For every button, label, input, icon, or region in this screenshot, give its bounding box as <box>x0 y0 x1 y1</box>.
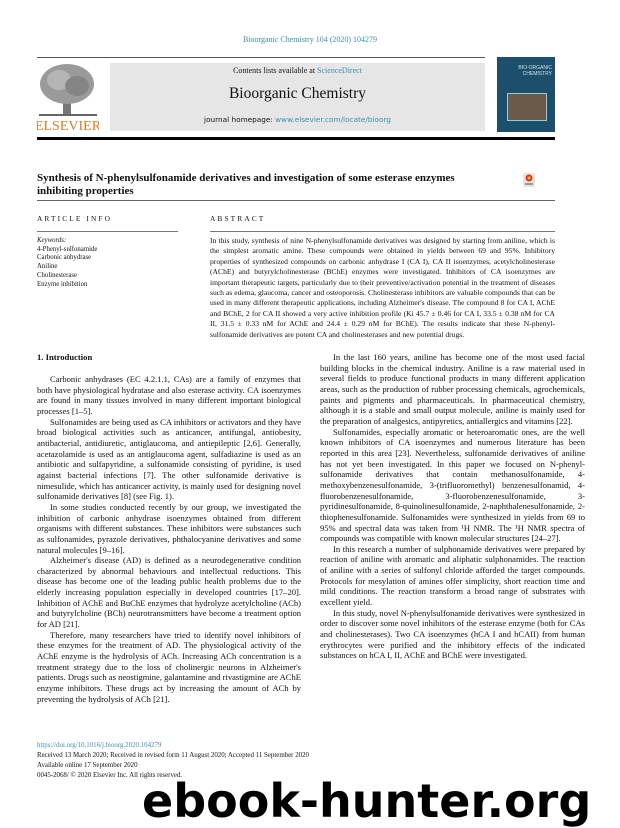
paragraph: In the last 160 years, aniline has become one of the most used facial building blocks in the chemical industry. Aniline is a raw material used in several fields to produce functional products in many different application areas, such as the production of rubber processing chemicals, agrochemicals, paints and pigments and pharmaceuticals. In pharmaceutical chemistry, although it is a stable and small output molecule, aniline is mainly used for the preparation of analgesics, antipyretics, antiallergics and vitamins [22]. <box>320 352 585 426</box>
divider <box>37 57 485 58</box>
citation-link[interactable]: Bioorganic Chemistry 104 (2020) 104279 <box>242 35 378 44</box>
left-column <box>37 374 301 704</box>
keyword: Carbonic anhydrase <box>37 254 92 262</box>
journal-cover <box>497 57 555 132</box>
paragraph: Alzheimer's disease (AD) is defined as a neurodegenerative condition characterized by abnormal behaviours and intellectual reductions. This disease has become one of the leading public health problems due to the elderly increasing population especially in developed countries [17–20]. Inhibition of AChE and BuChE enzymes that hydrolyze acetylcholine (ACh) and butyrylcholine (BCh) neurotransmitters have become a treatment option for AD [21]. <box>37 555 301 630</box>
journal-citation[interactable] <box>0 35 620 44</box>
tree-icon <box>37 62 99 132</box>
keywords-label: Keywords: <box>37 237 67 244</box>
publisher-logo-text: ELSEVIER <box>37 119 99 132</box>
right-column <box>320 352 585 661</box>
copyright: 0045-2068/ © 2020 Elsevier Inc. All rights reserved. <box>37 772 183 779</box>
elsevier-logo <box>37 62 99 132</box>
divider <box>37 137 555 140</box>
abstract-text: In this study, synthesis of nine N-phenylsulfonamide derivatives was designed by starting from aniline, which is the simplest aromatic amine. These compounds were obtained in yields between 69 and 95%. Inhibitory properties of synthesized compounds on carbonic anhydrase I (CA I), CA II isoenzymes, acetylcholinesterase (AChE) and butyrylcholinesterase (BChE) enzymes were investigated. Inhibitors of CA isoenzymes are important therapeutic targets, particularly due to their preventive/activation potential in the treatment of diseases such as edema, glaucoma, cancer and osteoporosis. Cholinesterase inhibitors are valuable compounds that can be used in many different therapeutic applications, including Alzheimer's disease. The compound 8 for CA I, AChE and BChE, 2 for CA II showed a very active inhibition profile (Ki 45.7 ± 0.46 for CA I, 33.5 ± 0.38 nM for CA II, 31.5 ± 0.33 nM for AChE and 24.4 ± 0.29 nM for BChE). The results indicate that these N-phenyl-sulfonamide derivatives are potent CA and cholinesterases and new potential drugs. <box>210 236 555 339</box>
doi-link[interactable]: https://doi.org/10.1016/j.bioorg.2020.104279 <box>37 742 162 749</box>
divider <box>210 231 555 232</box>
crossmark-icon[interactable] <box>523 173 535 187</box>
keyword: Cholinesterase <box>37 271 78 279</box>
sciencedirect-link[interactable]: ScienceDirect <box>317 66 362 75</box>
section-heading: 1. Introduction <box>37 352 93 362</box>
abstract-heading: ABSTRACT <box>210 214 266 223</box>
keyword: Aniline <box>37 263 58 271</box>
keyword: Enzyme inhibition <box>37 280 88 288</box>
homepage-link[interactable]: www.elsevier.com/locate/bioorg <box>275 115 391 124</box>
available-online: Available online 17 September 2020 <box>37 762 138 769</box>
paragraph: In some studies conducted recently by our group, we investigated the inhibition of carbonic anhydrase isoenzymes obtained from different organisms with different substances. These inhibitors were substances such as sulfonamides, pyrazole derivatives, phthalocyanine derivatives and some natural molecules [9–16]. <box>37 501 301 555</box>
keyword: 4-Phenyl-sulfonamide <box>37 245 98 253</box>
paragraph: In this research a number of sulphonamide derivatives were prepared by reaction of aniline with aromatic and aliphatic sulphonamides. The reaction of aniline with a series of sulfonyl chloride afforded the target compounds. Protocols for mesylation of amines offer simplicity, short reaction time and mild conditions. The reaction transform a broad range of substrates with excellent yield. <box>320 543 585 608</box>
cover-image <box>507 93 547 121</box>
keywords <box>37 237 97 289</box>
paragraph: Sulfonamides are being used as CA inhibitors or activators and they have broad biological activities such as anticancer, antifungal, antiobesity, antibacterial, antidiuretic, antiglaucoma, and antiepileptic [2,6]. Generally, acetazolamide is used as an antiglaucoma agent, sulfadiazine is used as an antibiotic and sulfapyridine, a sulfonamide consisting of pyridine, is used against bacterial infections [7]. The other sulfonamide derivative is nimesulide, which has anticancer activity, is mainly used for designing novel sulfonamide derivatives [8] (see Fig. 1). <box>37 416 301 502</box>
received-dates: Received 13 March 2020; Received in revised form 11 August 2020; Accepted 11 September 2020 <box>37 752 309 759</box>
journal-name: Bioorganic Chemistry <box>228 85 367 102</box>
article-info-heading: ARTICLE INFO <box>37 214 113 223</box>
divider <box>37 200 555 201</box>
homepage-line: journal homepage: www.elsevier.com/locate/bioorg <box>204 115 391 124</box>
paragraph: Carbonic anhydrases (EC 4.2.1.1, CAs) are a family of enzymes that both have physiological hydratase and also esterase activity. CA isoenzymes are found in many tissues involved in many different important biological processes [1–5]. <box>37 374 301 416</box>
watermark: ebook-hunter.org <box>142 774 592 828</box>
paragraph: Therefore, many researchers have tried to identify novel inhibitors of these enzymes for the treatment of AD. The physiological activity of the AChE enzyme is the hydrolysis of ACh. Increasing ACh concentration is a treatment strategy due to the loss of cholinergic neurons in Alzheimer's patients. Drugs such as neostigmine, galantamine and rivastigmine are AChE enzyme inhibitors. These drugs act by increasing the amount of ACh by preventing the hydrolysis of ACh [21]. <box>37 629 301 704</box>
paragraph: Sulfonamides, especially aromatic or heteroaromatic ones, are the well known inhibitors of CA isoenzymes and numerous literature has been reported in this area [23]. Nevertheless, sulfonamide derivatives of aniline has not yet been investigated. In this paper we focused on N-phenyl-sulfonamide derivatives that contain methanosulfonamide, 4-methoxybenzenesulfonamide, 3-(trifluoromethyl) benzenesulfonamid, 4-fluorobenzenesulfonamide, 3-fluorobenzenesulfonamide, 3-pyridinesulfonamide, 8-quinolinesulfonamide, 2-naphthalenesulfonamide, 2-thiophenesulfonamide. Sulfonamides were synthesized in yields from 69 to 95% and spectral data was taken from ¹H NMR. The ¹H NMR spectra of compounds was compatible with known molecular structures [24–27]. <box>320 426 585 544</box>
paragraph: In this study, novel N-phenylsulfonamide derivatives were synthesized in order to discover some novel inhibitors of the esterase enzyme (both for CAs and cholinesterases). Two CA isoenzymes (hCA I and hCAII) from human erythrocytes were purified and the inhibitory effects of the indicated substances on hCA I, II, AChE and BChE were investigated. <box>320 607 585 661</box>
journal-banner <box>110 63 485 131</box>
cover-title: BIO-ORGANIC CHEMISTRY <box>518 65 552 77</box>
article-title: Synthesis of N-phenylsulfonamide derivatives and investigation of some esterase enzymes inhibiting properties <box>37 172 455 197</box>
contents-line: Contents lists available at ScienceDirect <box>233 66 362 75</box>
divider <box>37 231 178 232</box>
